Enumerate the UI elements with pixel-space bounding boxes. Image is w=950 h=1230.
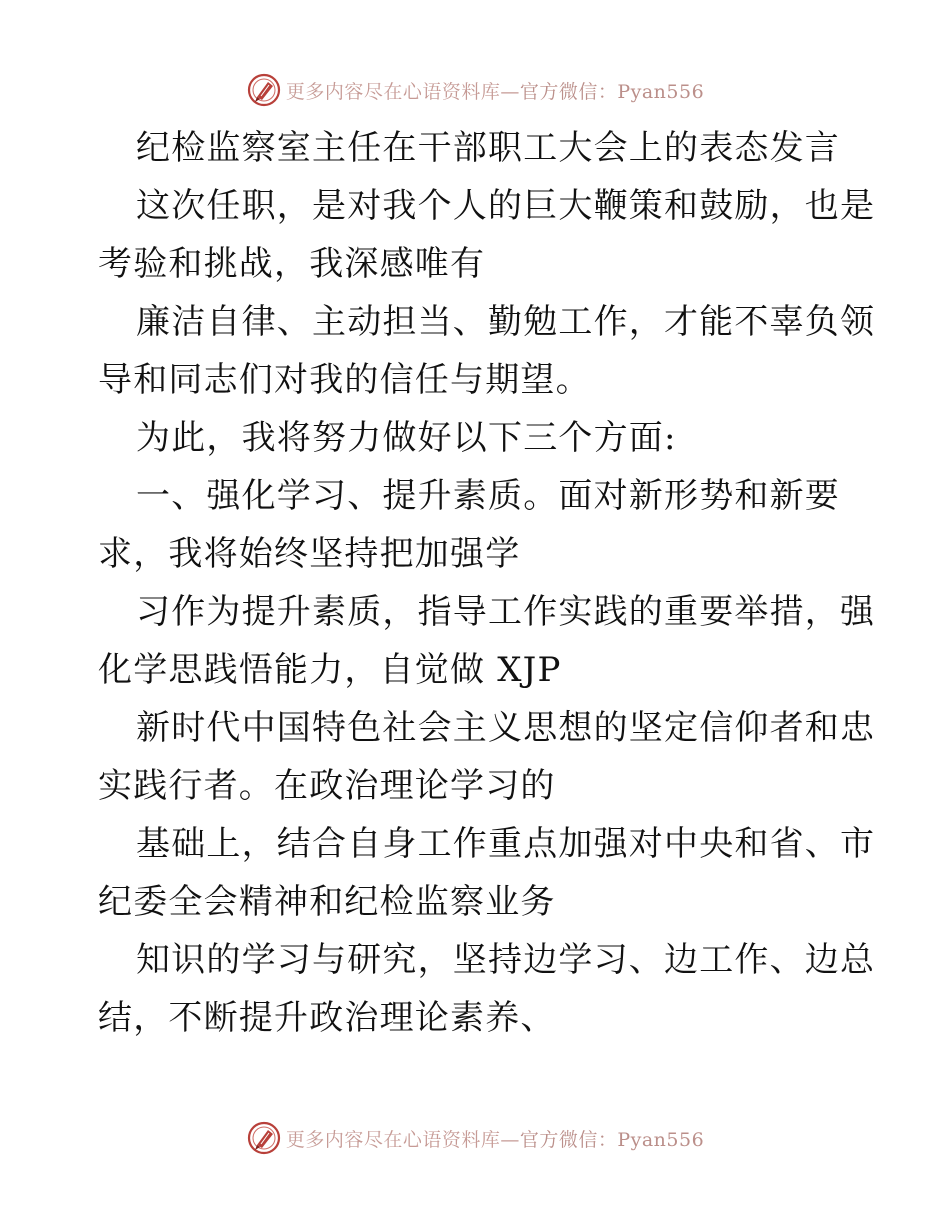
document-title: 纪检监察室主任在干部职工大会上的表态发言 [136,128,840,168]
text-line: 一、强化学习、提升素质。面对新形势和新要 [136,476,840,516]
banner-wechat-text: 官方微信：Pyan556 [519,80,705,103]
text-line: 化学思践悟能力，自觉做 XJP [98,650,562,690]
text-line: 纪委全会精神和纪检监察业务 [98,882,556,922]
text-line: 基础上，结合自身工作重点加强对中央和省、市 [136,824,876,864]
fountain-pen-logo-icon [246,1120,282,1156]
banner-caption [286,77,704,104]
text-line: 结，不断提升政治理论素养、 [98,998,556,1038]
text-line: 这次任职，是对我个人的巨大鞭策和鼓励，也是 [136,186,876,226]
footer-banner [0,1118,950,1158]
banner-wechat-text: 官方微信：Pyan556 [519,1128,705,1151]
text-line: 为此，我将努力做好以下三个方面: [136,418,677,458]
banner-caption [286,1125,704,1152]
text-line: 导和同志们对我的信任与期望。 [98,360,591,400]
text-line: 考验和挑战，我深感唯有 [98,244,486,284]
fountain-pen-logo-icon [246,72,282,108]
text-line: 廉洁自律、主动担当、勤勉工作，才能不辜负领 [136,302,876,342]
banner-site-text: 更多内容尽在心语资料库— [285,80,520,103]
text-line: 实践行者。在政治理论学习的 [98,766,556,806]
text-line: 新时代中国特色社会主义思想的坚定信仰者和忠 [136,708,876,748]
text-line: 知识的学习与研究，坚持边学习、边工作、边总 [136,940,876,980]
text-line: 求，我将始终坚持把加强学 [98,534,521,574]
banner-site-text: 更多内容尽在心语资料库— [285,1128,520,1151]
header-banner [0,70,950,110]
text-line: 习作为提升素质，指导工作实践的重要举措，强 [136,592,876,632]
